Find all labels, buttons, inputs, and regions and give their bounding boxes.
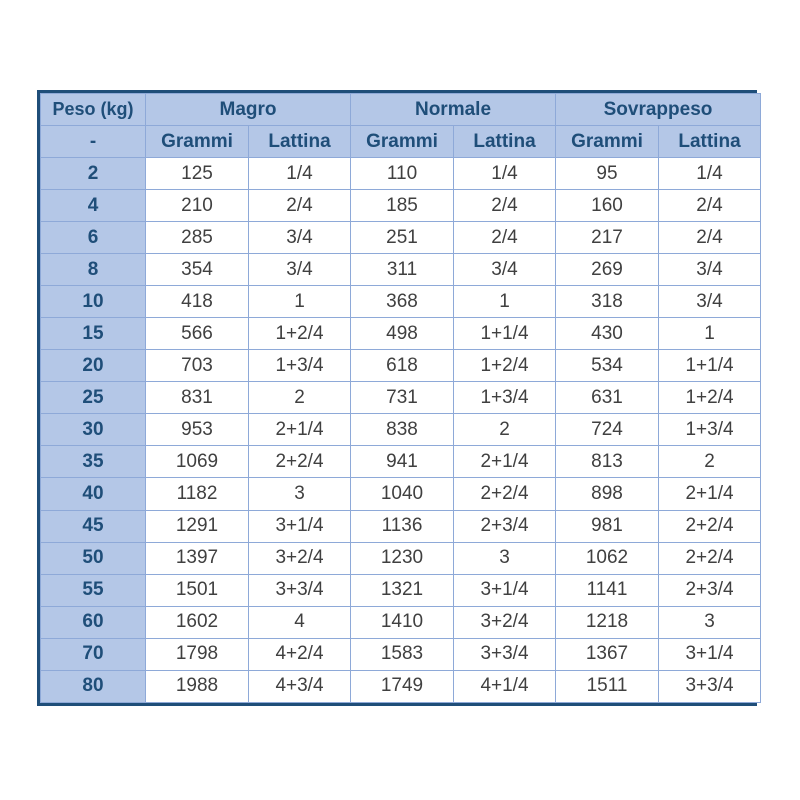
table-row [41,190,761,222]
sovrappeso-lattina-cell: 1+1/4 [659,350,761,382]
sovrappeso-grammi-cell: 1367 [556,638,659,670]
magro-lattina-cell: 4 [249,606,351,638]
weight-cell: 45 [41,510,146,542]
weight-cell: 2 [41,158,146,190]
sovrappeso-lattina-cell: 1+2/4 [659,382,761,414]
normale-lattina-cell: 2/4 [454,190,556,222]
sovrappeso-grammi-cell: 631 [556,382,659,414]
sub-header-lattina: Lattina [249,126,351,158]
table-row [41,478,761,510]
normale-lattina-cell: 3+1/4 [454,574,556,606]
table-row [41,350,761,382]
weight-cell: 80 [41,670,146,702]
normale-lattina-cell: 1+2/4 [454,350,556,382]
magro-lattina-cell: 3/4 [249,222,351,254]
magro-grammi-cell: 285 [146,222,249,254]
magro-lattina-cell: 1/4 [249,158,351,190]
weight-cell: 10 [41,286,146,318]
magro-grammi-cell: 953 [146,414,249,446]
normale-lattina-cell: 3 [454,542,556,574]
magro-lattina-cell: 1+3/4 [249,350,351,382]
normale-grammi-cell: 1321 [351,574,454,606]
sovrappeso-lattina-cell: 3+3/4 [659,670,761,702]
group-header-normale: Normale [351,94,556,126]
magro-grammi-cell: 1397 [146,542,249,574]
sovrappeso-lattina-cell: 2 [659,446,761,478]
magro-grammi-cell: 1501 [146,574,249,606]
normale-grammi-cell: 1583 [351,638,454,670]
magro-lattina-cell: 3+2/4 [249,542,351,574]
table-row [41,318,761,350]
normale-lattina-cell: 2 [454,414,556,446]
table-row [41,670,761,702]
sovrappeso-lattina-cell: 1+3/4 [659,414,761,446]
table-row [41,382,761,414]
sovrappeso-lattina-cell: 1/4 [659,158,761,190]
normale-grammi-cell: 498 [351,318,454,350]
group-header-sovrappeso: Sovrappeso [556,94,761,126]
sovrappeso-lattina-cell: 3/4 [659,286,761,318]
sovrappeso-grammi-cell: 1062 [556,542,659,574]
sovrappeso-grammi-cell: 1141 [556,574,659,606]
table-row [41,158,761,190]
normale-grammi-cell: 1230 [351,542,454,574]
magro-grammi-cell: 566 [146,318,249,350]
weight-cell: 50 [41,542,146,574]
normale-grammi-cell: 311 [351,254,454,286]
weight-cell: 20 [41,350,146,382]
table-row [41,286,761,318]
sovrappeso-lattina-cell: 2+2/4 [659,542,761,574]
table-header [41,94,761,158]
sovrappeso-grammi-cell: 724 [556,414,659,446]
normale-lattina-cell: 3/4 [454,254,556,286]
magro-grammi-cell: 831 [146,382,249,414]
sovrappeso-lattina-cell: 2+1/4 [659,478,761,510]
magro-lattina-cell: 3 [249,478,351,510]
normale-lattina-cell: 3+3/4 [454,638,556,670]
header-row-units [41,126,761,158]
magro-lattina-cell: 2/4 [249,190,351,222]
sub-header-grammi: Grammi [146,126,249,158]
sovrappeso-grammi-cell: 95 [556,158,659,190]
sovrappeso-lattina-cell: 2/4 [659,190,761,222]
normale-lattina-cell: 1/4 [454,158,556,190]
weight-cell: 30 [41,414,146,446]
sovrappeso-grammi-cell: 318 [556,286,659,318]
table-row [41,638,761,670]
sovrappeso-lattina-cell: 2/4 [659,222,761,254]
normale-grammi-cell: 1749 [351,670,454,702]
table-row [41,446,761,478]
magro-lattina-cell: 4+3/4 [249,670,351,702]
sovrappeso-lattina-cell: 2+3/4 [659,574,761,606]
table-row [41,254,761,286]
weight-cell: 35 [41,446,146,478]
sovrappeso-grammi-cell: 534 [556,350,659,382]
magro-lattina-cell: 3/4 [249,254,351,286]
sovrappeso-lattina-cell: 2+2/4 [659,510,761,542]
magro-grammi-cell: 354 [146,254,249,286]
sovrappeso-grammi-cell: 269 [556,254,659,286]
sovrappeso-grammi-cell: 898 [556,478,659,510]
normale-grammi-cell: 838 [351,414,454,446]
weight-cell: 60 [41,606,146,638]
sub-header-grammi: Grammi [556,126,659,158]
sovrappeso-grammi-cell: 813 [556,446,659,478]
weight-cell: 6 [41,222,146,254]
weight-cell: 55 [41,574,146,606]
table-body [41,158,761,703]
sub-header-lattina: Lattina [659,126,761,158]
magro-grammi-cell: 703 [146,350,249,382]
normale-grammi-cell: 618 [351,350,454,382]
weight-cell: 70 [41,638,146,670]
weight-cell: 25 [41,382,146,414]
magro-grammi-cell: 1988 [146,670,249,702]
magro-grammi-cell: 1798 [146,638,249,670]
sovrappeso-grammi-cell: 160 [556,190,659,222]
feeding-table [40,93,761,703]
magro-lattina-cell: 3+1/4 [249,510,351,542]
sovrappeso-lattina-cell: 3+1/4 [659,638,761,670]
table-row [41,414,761,446]
sub-header-grammi: Grammi [351,126,454,158]
magro-grammi-cell: 1602 [146,606,249,638]
normale-lattina-cell: 4+1/4 [454,670,556,702]
table-row [41,606,761,638]
magro-lattina-cell: 2+1/4 [249,414,351,446]
table-row [41,222,761,254]
sovrappeso-grammi-cell: 1511 [556,670,659,702]
normale-grammi-cell: 1136 [351,510,454,542]
normale-grammi-cell: 251 [351,222,454,254]
normale-lattina-cell: 2+3/4 [454,510,556,542]
sovrappeso-grammi-cell: 430 [556,318,659,350]
normale-lattina-cell: 1+3/4 [454,382,556,414]
weight-sub-header: - [41,126,146,158]
normale-lattina-cell: 2+2/4 [454,478,556,510]
magro-grammi-cell: 1182 [146,478,249,510]
group-header-magro: Magro [146,94,351,126]
sovrappeso-grammi-cell: 1218 [556,606,659,638]
normale-grammi-cell: 110 [351,158,454,190]
magro-lattina-cell: 1+2/4 [249,318,351,350]
magro-grammi-cell: 210 [146,190,249,222]
sovrappeso-lattina-cell: 3/4 [659,254,761,286]
normale-grammi-cell: 941 [351,446,454,478]
sovrappeso-grammi-cell: 981 [556,510,659,542]
magro-grammi-cell: 418 [146,286,249,318]
header-row-groups [41,94,761,126]
normale-lattina-cell: 2+1/4 [454,446,556,478]
weight-cell: 40 [41,478,146,510]
sovrappeso-lattina-cell: 1 [659,318,761,350]
magro-lattina-cell: 2+2/4 [249,446,351,478]
normale-lattina-cell: 2/4 [454,222,556,254]
table-row [41,574,761,606]
magro-grammi-cell: 1069 [146,446,249,478]
weight-cell: 4 [41,190,146,222]
normale-grammi-cell: 185 [351,190,454,222]
normale-lattina-cell: 1 [454,286,556,318]
sub-header-lattina: Lattina [454,126,556,158]
weight-cell: 15 [41,318,146,350]
normale-grammi-cell: 1040 [351,478,454,510]
normale-grammi-cell: 731 [351,382,454,414]
normale-lattina-cell: 3+2/4 [454,606,556,638]
normale-grammi-cell: 1410 [351,606,454,638]
sovrappeso-lattina-cell: 3 [659,606,761,638]
magro-grammi-cell: 125 [146,158,249,190]
normale-lattina-cell: 1+1/4 [454,318,556,350]
feeding-table-frame [37,90,757,706]
magro-lattina-cell: 1 [249,286,351,318]
normale-grammi-cell: 368 [351,286,454,318]
magro-grammi-cell: 1291 [146,510,249,542]
sovrappeso-grammi-cell: 217 [556,222,659,254]
weight-column-header: Peso (kg) [41,94,146,126]
magro-lattina-cell: 3+3/4 [249,574,351,606]
table-row [41,542,761,574]
table-row [41,510,761,542]
magro-lattina-cell: 4+2/4 [249,638,351,670]
weight-cell: 8 [41,254,146,286]
magro-lattina-cell: 2 [249,382,351,414]
